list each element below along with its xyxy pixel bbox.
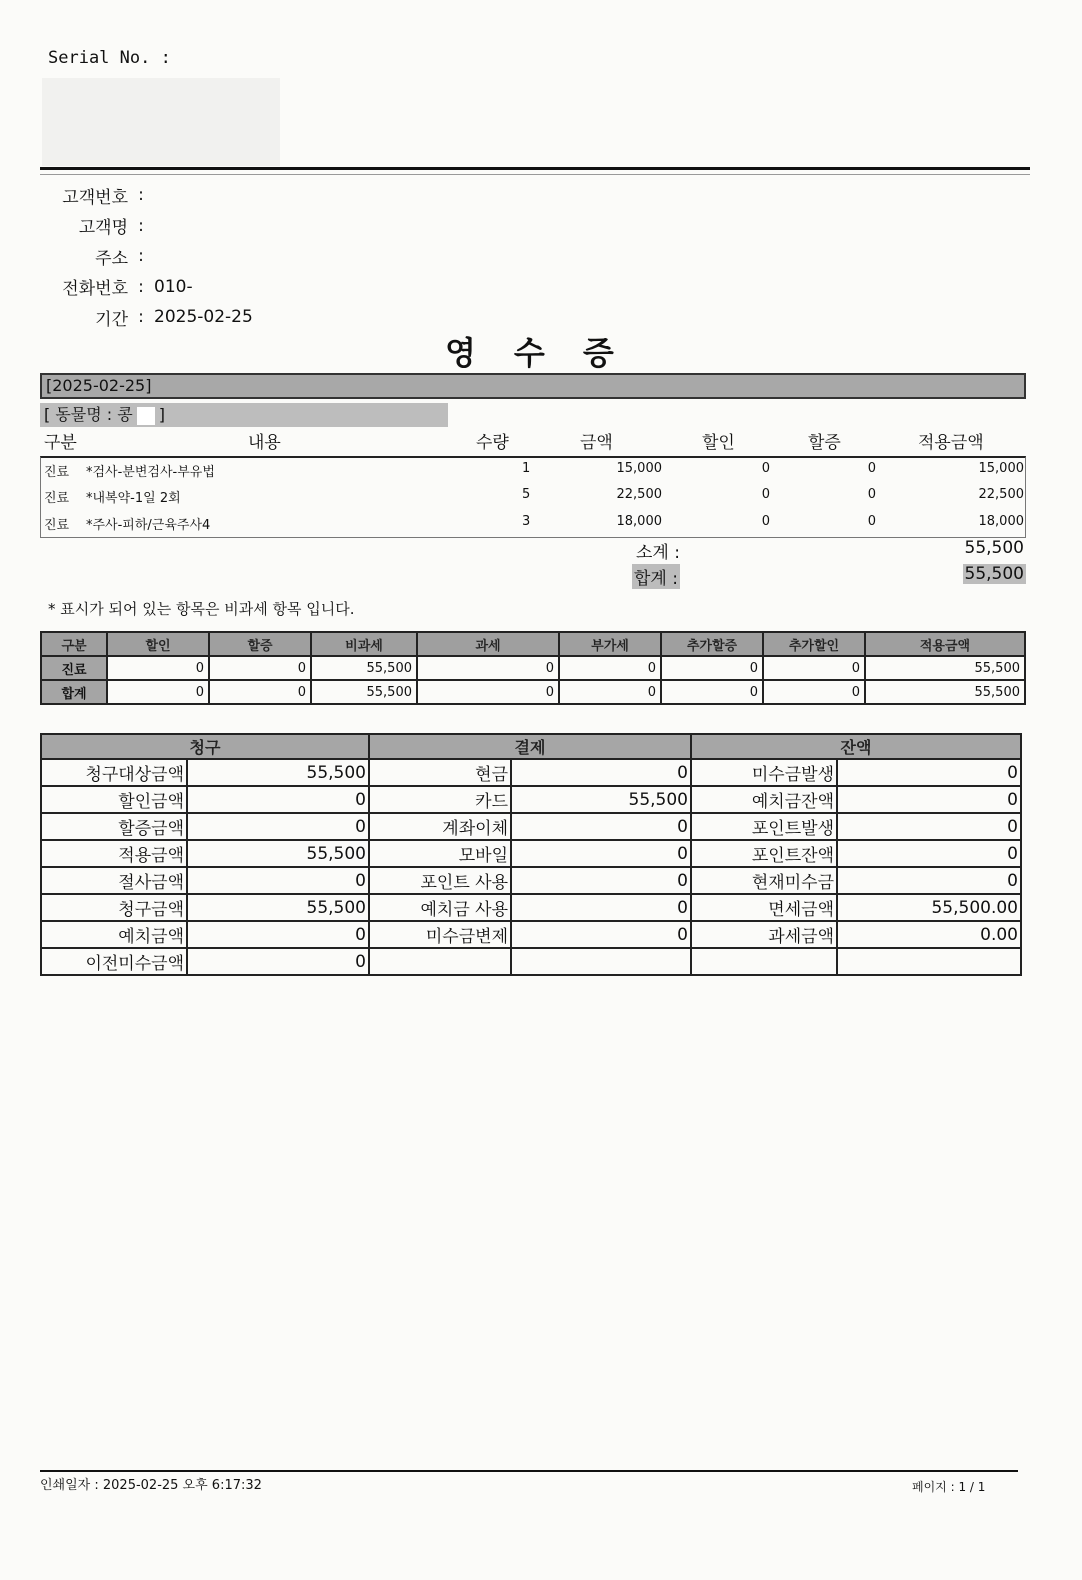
table-row: 절사금액 0 포인트 사용 0 현재미수금 0 [41,867,1021,894]
page-number: 페이지 : 1 / 1 [912,1480,986,1494]
phone-value: 010- [154,276,193,297]
footer-rule [40,1470,1018,1472]
table-row: 합계 0 0 55,500 0 0 0 0 55,500 [41,680,1025,704]
items-header-surcharge: 할증 [808,433,841,453]
items-header-amount: 금액 [580,433,613,453]
visit-date-bar: [2025-02-25] [40,373,1026,399]
receipt-title: 영 수 증 [445,334,616,372]
table-row: 할인금액 0 카드 55,500 예치금잔액 0 [41,786,1021,813]
customer-name-row: 고객명 : [40,211,253,242]
customer-number-row: 고객번호 : [40,180,253,211]
items-header-content: 내용 [248,433,281,453]
print-date: 인쇄일자 : 2025-02-25 오후 6:17:32 [40,1478,262,1493]
address-label: 주소 [95,248,128,269]
items-header-discount: 할인 [702,433,735,453]
table-row: 예치금액 0 미수금변제 0 과세금액 0.00 [41,921,1021,948]
items-header-category: 구분 [44,433,77,453]
redacted-area [42,78,280,166]
items-header-qty: 수량 [476,433,509,453]
period-value: 2025-02-25 [154,307,253,328]
non-taxable-note: * 표시가 되어 있는 항목은 비과세 항목 입니다. [48,600,355,618]
billing-header-row [41,734,1021,759]
table-row: 청구대상금액 55,500 현금 0 미수금발생 0 [41,759,1021,786]
tax-header-row: 구분 할인 할증 비과세 과세 부가세 추가할증 추가할인 적용금액 [41,632,1025,656]
total-value: 55,500 [964,564,1024,584]
serial-label: Serial No. : [48,48,171,68]
table-row: 진료 *내복약-1일 2회 5 22,500 0 0 22,500 [44,487,1024,506]
tax-summary-table [40,631,1026,705]
subtotal-value: 55,500 [964,538,1024,558]
table-row: 청구금액 55,500 예치금 사용 0 면세금액 55,500.00 [41,894,1021,921]
billing-header-charge: 청구 [41,734,369,759]
billing-header-balance: 잔액 [691,734,1021,759]
table-row: 진료 *검사-분변검사-부유법 1 15,000 0 0 15,000 [44,461,1024,480]
customer-number-label: 고객번호 [62,187,128,208]
table-row: 할증금액 0 계좌이체 0 포인트발생 0 [41,813,1021,840]
customer-name-label: 고객명 [78,218,128,239]
period-row: 기간 : 2025-02-25 [40,302,253,333]
total-label: 합계 : [632,564,680,589]
table-row: 진료 0 0 55,500 0 0 0 0 55,500 [41,656,1025,680]
address-row: 주소 : [40,241,253,272]
items-header-applied: 적용금액 [918,433,984,453]
pet-name-bar: [ 동물명 : 콩 ] [40,403,448,427]
header-rule-thin [40,174,1030,175]
table-row: 이전미수금액 0 [41,948,1021,975]
phone-row: 전화번호 : 010- [40,272,253,303]
table-row: 적용금액 55,500 모바일 0 포인트잔액 0 [41,840,1021,867]
period-label: 기간 [95,309,128,330]
customer-info [40,180,253,333]
subtotal-label: 소계 : [636,543,680,563]
phone-label: 전화번호 [62,279,128,300]
billing-header-payment: 결제 [369,734,691,759]
header-rule [40,167,1030,170]
billing-table [40,733,1022,976]
table-row: 진료 *주사-피하/근육주사4 3 18,000 0 0 18,000 [44,514,1024,533]
